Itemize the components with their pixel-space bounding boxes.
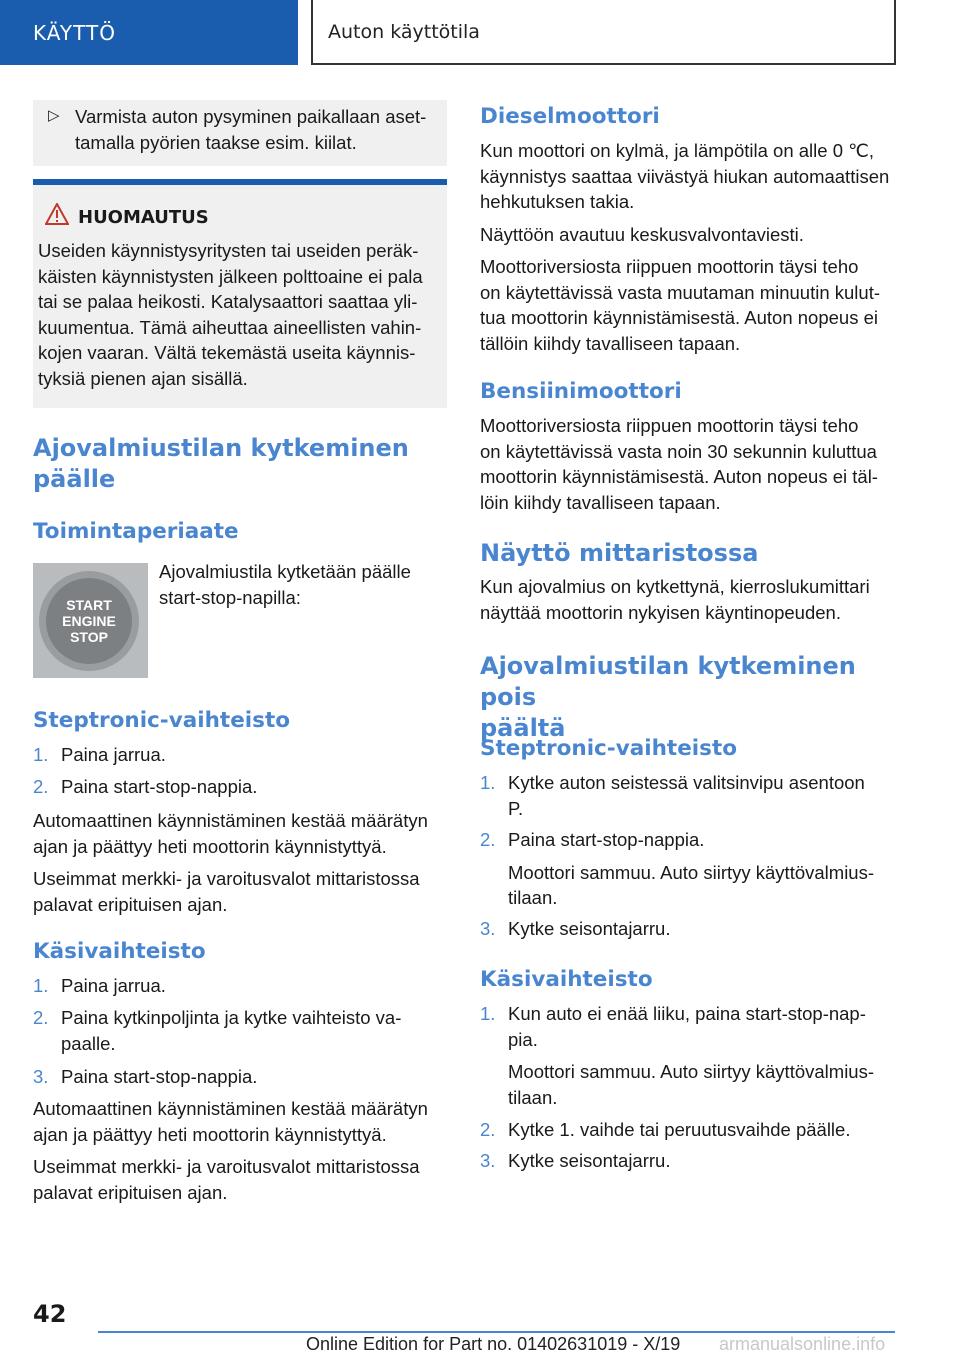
para-line: Kun moottori on kylmä, ja lämpötila on alle 0 ℃, [480, 140, 875, 161]
step-number: 3. [480, 1150, 496, 1171]
step-number: 3. [480, 918, 496, 939]
cluster-text [480, 574, 900, 625]
step-text: Kytke 1. vaihde tai peruutusvaihde päälle. [508, 1119, 851, 1140]
notice-line: käisten käynnistysten jälkeen polttoaine ei pala [38, 265, 423, 287]
para-line: Useimmat merkki- ja varoitusvalot mittaristossa [33, 1156, 420, 1177]
step-line: paalle. [61, 1032, 116, 1054]
petrol-text [480, 413, 900, 515]
step-line: Kytke auton seistessä valitsinvipu asentoon [508, 772, 865, 793]
notice-line: kuumentua. Tämä aiheuttaa aineellisten vahin- [38, 316, 422, 338]
section-title-line: Ajovalmiustilan kytkeminen [33, 434, 409, 462]
para-line: palavat eripituisen ajan. [33, 1181, 228, 1203]
para-line: Automaattinen käynnistäminen kestää määrätyn [33, 810, 428, 831]
cluster-title: Näyttö mittaristossa [480, 539, 759, 567]
notice-title: HUOMAUTUS [78, 207, 209, 228]
step-number: 2. [33, 1007, 49, 1028]
button-word: STOP [70, 629, 108, 645]
step-number: 1. [480, 772, 496, 793]
list-item [480, 827, 900, 911]
notice-text [38, 238, 448, 391]
para-line: käynnistys saattaa viivästyä hiukan automaattisen [480, 165, 890, 187]
para-line: Moottoriversiosta riippuen moottorin täysi teho [480, 415, 859, 436]
principle-text [159, 559, 447, 610]
section-title [33, 433, 447, 495]
off-title [480, 651, 900, 744]
diesel-text [480, 138, 900, 356]
para-line: Moottoriversiosta riippuen moottorin täysi teho [480, 256, 859, 277]
button-word: ENGINE [62, 613, 116, 629]
step-text: Kytke seisontajarru. [508, 918, 671, 939]
para-line: ajan ja päättyy heti moottorin käynnistyttyä. [33, 835, 387, 857]
step-line: Moottori sammuu. Auto siirtyy käyttövalmius- [508, 861, 874, 883]
principle-title: Toimintaperiaate [33, 519, 239, 544]
off-steptronic-title: Steptronic-vaihteisto [480, 736, 738, 761]
para-line: Useimmat merkki- ja varoitusvalot mittaristossa [33, 868, 420, 889]
tip-line: tamalla pyörien taakse esim. kiilat. [75, 131, 357, 153]
step-number: 1. [33, 744, 49, 765]
tip-text [75, 104, 445, 155]
triangle-bullet-icon: ▷ [48, 107, 60, 124]
step-text [508, 770, 865, 821]
principle-line: start-stop-napilla: [159, 586, 301, 608]
steptronic-title: Steptronic-vaihteisto [33, 708, 291, 733]
start-stop-button-image [33, 563, 148, 678]
edition-text: Online Edition for Part no. 01402631019 - X/19 [306, 1334, 681, 1354]
chapter-tab [311, 0, 896, 65]
warning-icon [45, 203, 69, 225]
para-line: tua moottorin käynnistämisestä. Auton nopeus ei [480, 307, 878, 328]
para-line: on käytettävissä vasta muutaman minuutin kulut- [480, 281, 880, 303]
para-line: moottorin käynnistämisestä. Auton nopeus ei täl- [480, 466, 878, 487]
page-number: 42 [33, 1300, 67, 1328]
off-manual-title: Käsivaihteisto [480, 967, 653, 992]
off-title-line: päältä [480, 714, 566, 742]
step-text: Paina start-stop-nappia. [61, 1066, 258, 1087]
step-text [508, 1001, 874, 1110]
notice-line: kojen vaaran. Vältä tekemästä useita käynnis- [38, 342, 416, 363]
button-word: START [66, 597, 112, 613]
notice-line: tai se palaa heikosti. Katalysaattori saattaa yli- [38, 291, 418, 312]
step-line: Moottori sammuu. Auto siirtyy käyttövalmius- [508, 1061, 874, 1082]
section-label: KÄYTTÖ [33, 20, 116, 45]
watermark: armanualsonline.info [715, 1334, 885, 1355]
step-line: tilaan. [508, 1086, 558, 1108]
step-text: Kytke seisontajarru. [508, 1150, 671, 1171]
step-number: 2. [480, 1119, 496, 1140]
step-number: 1. [33, 975, 49, 996]
step-text [508, 827, 874, 911]
principle-line: Ajovalmiustila kytketään päälle [159, 561, 411, 582]
step-text: Paina start-stop-nappia. [61, 776, 258, 797]
step-line: P. [508, 797, 524, 819]
para-line: tällöin kiihdy tavalliseen tapaan. [480, 332, 741, 354]
step-text [61, 1005, 401, 1056]
footer-rule [98, 1331, 895, 1333]
petrol-title: Bensiinimoottori [480, 379, 682, 404]
para-line: hehkutuksen takia. [480, 191, 635, 212]
notice-line: tyksiä pienen ajan sisällä. [38, 367, 248, 389]
section-tab [0, 0, 298, 65]
step-text: Paina jarrua. [61, 975, 166, 996]
para-line: löin kiihdy tavalliseen tapaan. [480, 491, 721, 513]
step-number: 2. [33, 776, 49, 797]
step-line: Paina start-stop-nappia. [508, 829, 705, 850]
para-line: palavat eripituisen ajan. [33, 893, 228, 915]
step-line: tilaan. [508, 887, 558, 908]
para-line: näyttää moottorin nykyisen käyntinopeuden. [480, 601, 841, 623]
step-number: 2. [480, 829, 496, 850]
para-line: Kun ajovalmius on kytkettynä, kierroslukumittari [480, 576, 870, 597]
list-item [480, 1001, 900, 1116]
step-line: pia. [508, 1028, 538, 1050]
manual-title: Käsivaihteisto [33, 939, 206, 964]
para-line: Automaattinen käynnistäminen kestää määrätyn [33, 1098, 428, 1119]
step-line: Paina kytkinpoljinta ja kytke vaihteisto va- [61, 1007, 402, 1028]
para-line: on käytettävissä vasta noin 30 sekunnin kuluttua [480, 440, 877, 462]
notice-line: Useiden käynnistysyritysten tai useiden peräk- [38, 240, 419, 261]
section-title-line: päälle [33, 465, 116, 493]
tip-line: Varmista auton pysyminen paikallaan aset- [75, 106, 427, 127]
chapter-label: Auton käyttötila [328, 20, 480, 43]
off-title-line: Ajovalmiustilan kytkeminen pois [480, 652, 856, 711]
step-number: 1. [480, 1003, 496, 1024]
list-item [33, 1005, 447, 1057]
para-line: Näyttöön avautuu keskusvalvontaviesti. [480, 223, 804, 245]
steptronic-after [33, 808, 447, 917]
list-item [480, 770, 900, 822]
step-text: Paina jarrua. [61, 744, 166, 765]
step-line: Kun auto ei enää liiku, paina start-stop-nap- [508, 1003, 866, 1024]
manual-after [33, 1096, 447, 1205]
diesel-title: Dieselmoottori [480, 104, 660, 129]
para-line: ajan ja päättyy heti moottorin käynnistyttyä. [33, 1123, 387, 1145]
step-number: 3. [33, 1066, 49, 1087]
